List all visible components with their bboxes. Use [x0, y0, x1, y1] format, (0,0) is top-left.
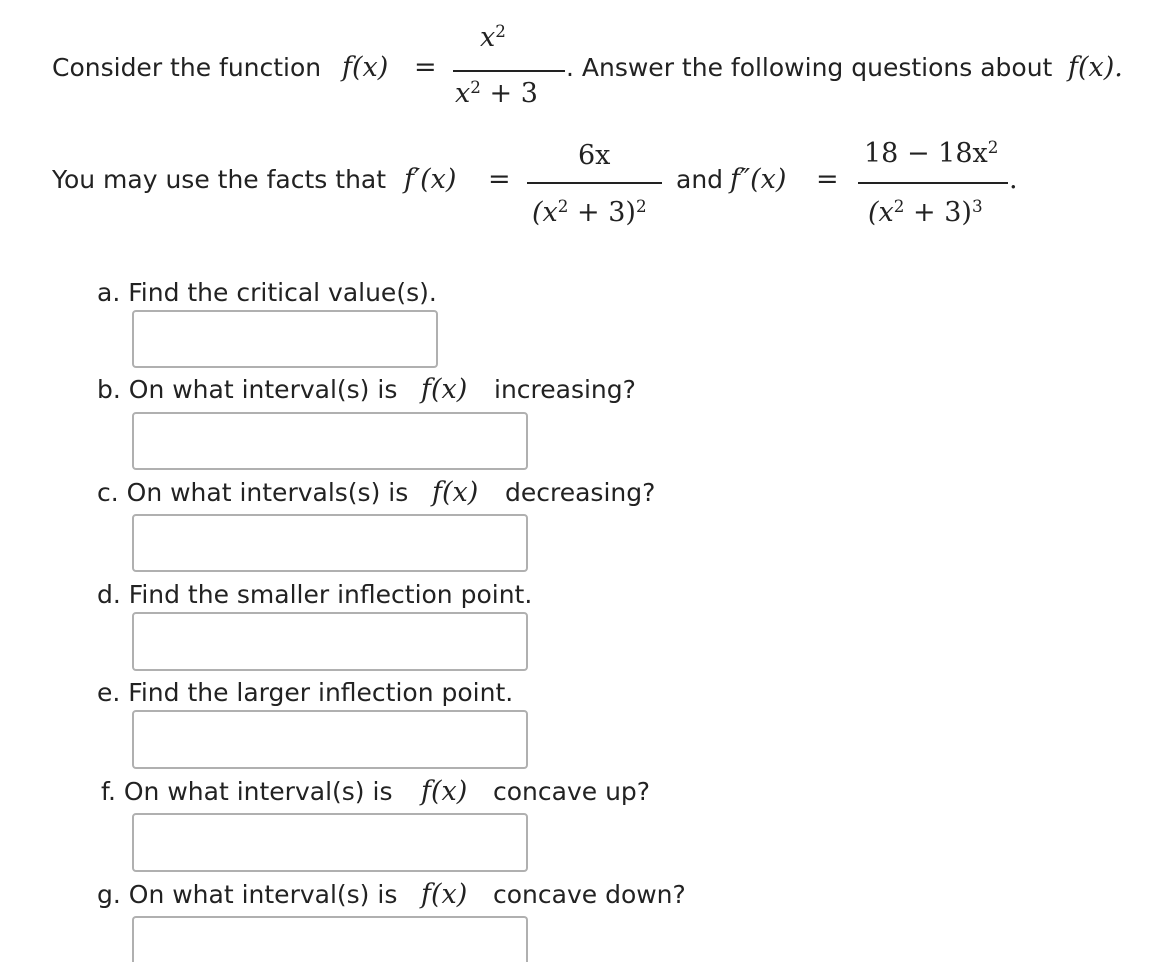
first-derivative-numerator: 6x	[578, 140, 611, 171]
intro-denominator: $x^2 + 3$	[455, 76, 538, 109]
question-g-function: f(x)	[421, 879, 468, 910]
question-f-suffix: concave up?	[493, 777, 651, 806]
answer-a-input[interactable]	[132, 310, 438, 368]
answer-c-input[interactable]	[132, 514, 528, 572]
question-b-function: f(x)	[421, 374, 468, 405]
question-d-text: d. Find the smaller inflection point.	[97, 580, 533, 609]
question-f-function: f(x)	[421, 776, 468, 807]
second-derivative-denominator: $(x^2 + 3)^3$	[868, 195, 983, 228]
second-derivative-fraction-bar	[858, 182, 1008, 184]
facts-and: and	[676, 165, 724, 194]
second-derivative-label: f″(x)	[730, 164, 787, 195]
intro-numerator: $x^2$	[480, 20, 506, 53]
question-b-text: b. On what interval(s) is	[97, 375, 398, 404]
facts-equals-1: =	[488, 164, 511, 195]
first-derivative-denominator: $(x^2 + 3)^2$	[532, 195, 647, 228]
answer-e-input[interactable]	[132, 710, 528, 769]
question-c-function: f(x)	[432, 477, 479, 508]
answer-g-input[interactable]	[132, 916, 528, 962]
first-derivative-label: f′(x)	[404, 164, 457, 195]
question-a-text: a. Find the critical value(s).	[97, 278, 437, 307]
first-derivative-fraction-bar	[527, 182, 662, 184]
question-g-suffix: concave down?	[493, 880, 686, 909]
question-f-text: f. On what interval(s) is	[101, 777, 393, 806]
facts-lead: You may use the facts that	[52, 165, 387, 194]
intro-lead: Consider the function	[52, 53, 322, 82]
intro-tail: . Answer the following questions about	[566, 53, 1053, 82]
question-c-text: c. On what intervals(s) is	[97, 478, 409, 507]
intro-function: f(x)	[342, 52, 389, 83]
answer-f-input[interactable]	[132, 813, 528, 872]
facts-period: .	[1009, 164, 1018, 195]
answer-b-input[interactable]	[132, 412, 528, 470]
question-c-suffix: decreasing?	[505, 478, 656, 507]
intro-function-end: f(x).	[1068, 52, 1123, 83]
question-b-suffix: increasing?	[494, 375, 636, 404]
facts-equals-2: =	[816, 164, 839, 195]
intro-fraction-bar	[453, 70, 565, 72]
answer-d-input[interactable]	[132, 612, 528, 671]
second-derivative-numerator: $18 - 18x^2$	[864, 136, 999, 169]
question-e-text: e. Find the larger inflection point.	[97, 678, 514, 707]
question-g-text: g. On what interval(s) is	[97, 880, 398, 909]
intro-equals: =	[414, 52, 437, 83]
